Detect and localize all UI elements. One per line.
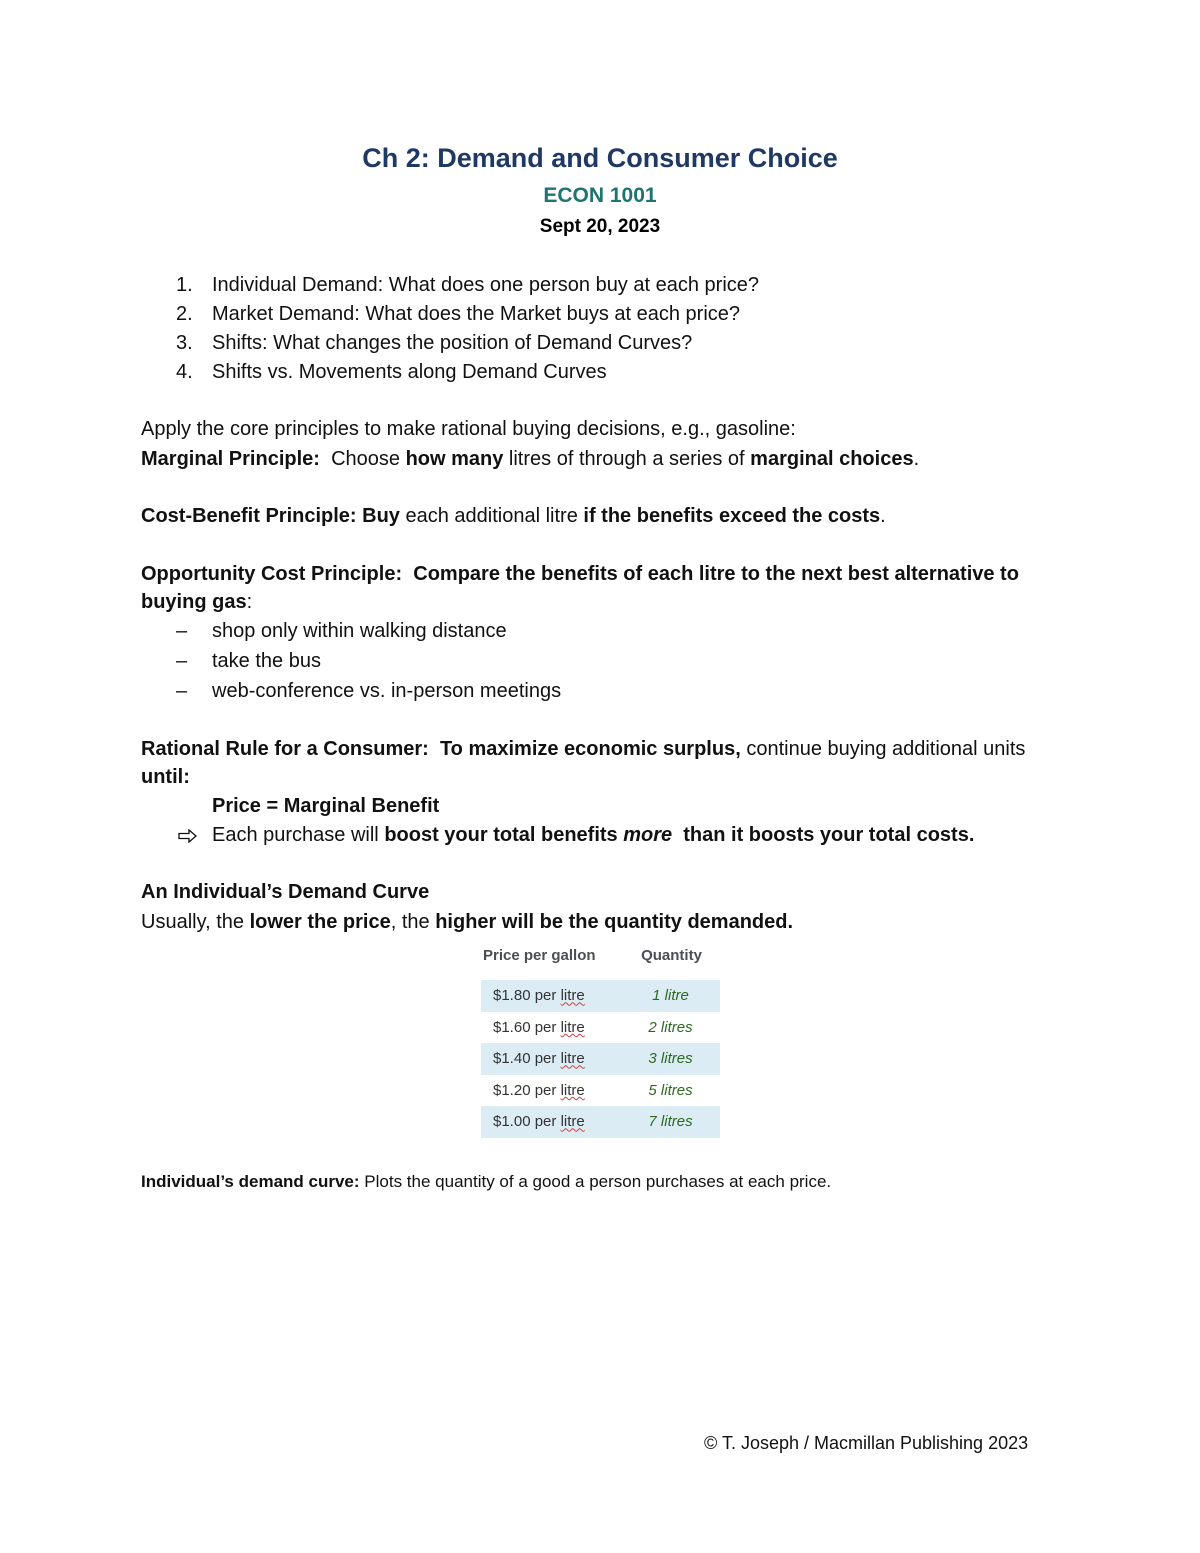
rational-rule: Rational Rule for a Consumer: To maximize economic surplus, continue buying additional units <box>141 738 1026 760</box>
marginal-principle: Marginal Principle: Choose how many litres of through a series of marginal choices. <box>141 448 920 470</box>
document-page: Ch 2: Demand and Consumer Choice ECON 1001 Sept 20, 2023 1. Individual Demand: What does one person buy at each price? 2. Market Demand: What does the Market buys at each price? 3. Shifts: What changes the position of Demand Curves? 4. Shifts vs. Movements along Demand Curves Apply the core principles to make rational buying decisions, e.g., gasoline: Marginal Principle: Choose how many litres of through a series of marginal choices. Cost-Benefit Principle: Buy each additional litre if the benefits exceed the costs. Opportunity Cost Principle: Compare the benefits of each litre to the next best alternative to buying gas: – shop only within walking distance – take the bus – web-conference vs. in-person meetings Rational Rule for a Consumer: To maximize economic surplus, continue buying additional units until: Price = Marginal Benefit Each purchase will boost your total benefits more than it boosts your total costs. An Individual’s Demand Curve Usually, the lower the price, the higher will be the quantity demanded. Price per gallon Quantity $1.80 per litre 1 litre $1.60 per litre 2 litres $1.40 per litre 3 litres $1.20 per litre 5 litres $1.00 per litre 7 litres Individual’s demand curve: Plots the quantity of a good a person purchases at each price. © T. Joseph / Macmillan Publishing 2023 <box>0 0 1200 1553</box>
table-row: $1.80 per litre 1 litre <box>481 980 720 1012</box>
column-header-price: Price per gallon <box>483 946 596 964</box>
intro-text: Apply the core principles to make rational buying decisions, e.g., gasoline: <box>141 418 796 440</box>
rational-rule-continued: until: <box>141 766 190 788</box>
arrow-right-icon <box>178 821 198 849</box>
copyright-footer: © T. Joseph / Macmillan Publishing 2023 <box>704 1433 1029 1453</box>
table-row: $1.00 per litre 7 litres <box>481 1106 720 1138</box>
cost-benefit-principle: Cost-Benefit Principle: Buy each additional litre if the benefits exceed the costs. <box>141 505 886 527</box>
opportunity-cost-continued: buying gas: <box>141 591 253 613</box>
table-row: $1.20 per litre 5 litres <box>493 1081 693 1099</box>
section-heading: An Individual’s Demand Curve <box>141 881 430 903</box>
column-header-quantity: Quantity <box>641 946 702 964</box>
table-row: $1.40 per litre 3 litres <box>481 1043 720 1075</box>
lecture-date: Sept 20, 2023 <box>539 216 661 237</box>
table-row: $1.60 per litre 2 litres <box>493 1018 693 1036</box>
rational-equation: Price = Marginal Benefit <box>212 795 440 817</box>
opportunity-cost-principle: Opportunity Cost Principle: Compare the benefits of each litre to the next best alternative to <box>141 563 1019 585</box>
demand-schedule-table <box>481 940 720 1138</box>
page-title: Ch 2: Demand and Consumer Choice <box>362 143 838 173</box>
table-header-row <box>481 940 720 980</box>
definition: Individual’s demand curve: Plots the quantity of a good a person purchases at each price. <box>141 1172 832 1191</box>
course-code: ECON 1001 <box>543 184 657 207</box>
demand-curve-summary: Usually, the lower the price, the higher will be the quantity demanded. <box>141 911 794 933</box>
